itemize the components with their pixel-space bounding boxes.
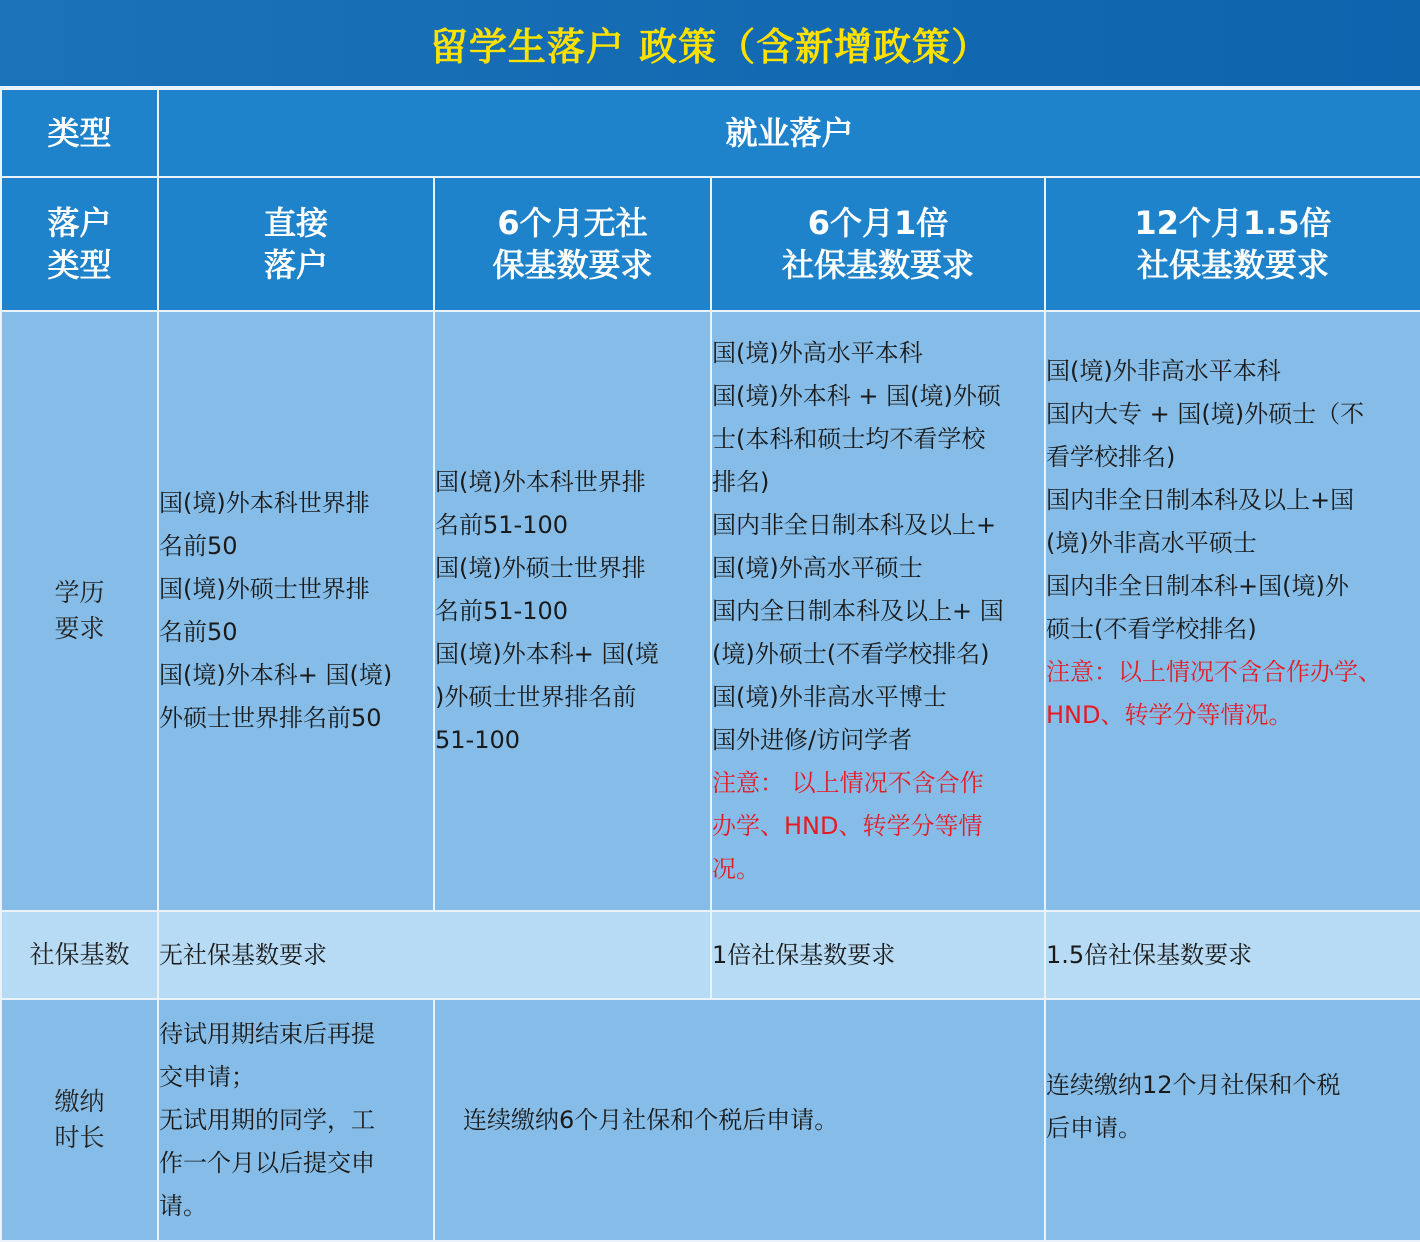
- column-header-line: 社保基数要求: [1137, 246, 1330, 284]
- column-header-line: 直接: [263, 204, 328, 242]
- education-line: 国内非全日制本科及以上+国: [1046, 486, 1355, 514]
- duration-line: 后申请。: [1046, 1114, 1142, 1142]
- education-12m-1-5x: [1045, 311, 1420, 911]
- column-header-line: 6个月无社: [497, 204, 648, 242]
- education-row: [1, 311, 1420, 911]
- education-line: 国(境)外硕士世界排: [435, 553, 646, 582]
- duration-line: 待试用期结束后再提: [159, 1019, 375, 1048]
- education-line: 排名): [712, 467, 770, 496]
- duration-row: [1, 999, 1420, 1241]
- type-label: 类型: [1, 89, 158, 177]
- education-6m-no-base: [434, 311, 711, 911]
- social-base-1x: 1倍社保基数要求: [711, 911, 1045, 999]
- education-line: 硕士(不看学校排名): [1046, 615, 1257, 643]
- duration-label: [1, 999, 158, 1241]
- education-line: )外硕士世界排名前: [435, 682, 637, 711]
- education-line: 国外进修/访问学者: [712, 725, 913, 754]
- page-title: 留学生落户 政策（含新增政策）: [0, 0, 1420, 88]
- column-header-line: 保基数要求: [492, 246, 653, 284]
- social-base-no-requirement: 无社保基数要求: [158, 911, 711, 999]
- column-header-line: 社保基数要求: [781, 246, 974, 284]
- education-line: 国(境)外本科+ 国(境): [159, 661, 393, 689]
- education-line: 名前50: [159, 532, 238, 560]
- policy-table: [0, 88, 1420, 1242]
- education-line: 名前51-100: [435, 510, 569, 539]
- column-header-line: 6个月1倍: [807, 204, 949, 242]
- duration-line: 作一个月以后提交申: [159, 1148, 375, 1177]
- settle-type-label-line: 落户: [47, 204, 112, 242]
- education-line: 国(境)外本科世界排: [159, 489, 370, 517]
- column-header-line: 12个月1.5倍: [1134, 204, 1332, 242]
- settle-type-label-line: 类型: [47, 246, 112, 284]
- education-line: 看学校排名): [1046, 443, 1176, 471]
- education-label-line: 学历: [54, 578, 105, 607]
- duration-line: 连续缴纳12个月社保和个税: [1046, 1071, 1341, 1099]
- duration-line: 交申请；: [159, 1062, 255, 1091]
- education-label-line: 要求: [54, 614, 105, 643]
- education-line: 国(境)外硕士世界排: [159, 575, 370, 603]
- education-line: 名前51-100: [435, 596, 569, 625]
- education-line: 国(境)外高水平硕士: [712, 553, 923, 582]
- education-6m-1x: [711, 311, 1045, 911]
- column-header-6m-no-base: [434, 177, 711, 311]
- column-header-direct: [158, 177, 434, 311]
- education-line: 51-100: [435, 725, 521, 754]
- settle-type-label: [1, 177, 158, 311]
- type-row: [1, 89, 1420, 177]
- education-note-line: HND、转学分等情况。: [1046, 701, 1293, 729]
- education-line: 名前50: [159, 618, 238, 646]
- education-line: 国(境)外非高水平博士: [712, 682, 947, 711]
- settle-type-row: [1, 177, 1420, 311]
- education-direct: [158, 311, 434, 911]
- type-value: 就业落户: [158, 89, 1420, 177]
- education-line: 国(境)外本科+ 国(境: [435, 639, 659, 668]
- education-line: 国(境)外本科 + 国(境)外硕: [712, 381, 1001, 410]
- column-header-line: 落户: [263, 246, 328, 284]
- education-note-line: 注意：以上情况不含合作办学、: [1046, 658, 1382, 686]
- education-line: 国(境)外高水平本科: [712, 338, 923, 367]
- social-base-row: [1, 911, 1420, 999]
- duration-label-line: 时长: [54, 1123, 105, 1152]
- duration-label-line: 缴纳: [54, 1087, 105, 1116]
- duration-6m: 连续缴纳6个月社保和个税后申请。: [434, 999, 1045, 1241]
- education-line: (境)外非高水平硕士: [1046, 529, 1257, 557]
- column-header-6m-1x: [711, 177, 1045, 311]
- column-header-12m-1-5x: [1045, 177, 1420, 311]
- education-line: 国内全日制本科及以上+ 国: [712, 596, 1004, 625]
- education-note-line: 况。: [712, 854, 760, 883]
- duration-direct: [158, 999, 434, 1241]
- duration-line: 请。: [159, 1191, 207, 1220]
- education-line: (境)外硕士(不看学校排名): [712, 639, 990, 668]
- education-line: 士(本科和硕士均不看学校: [712, 424, 986, 453]
- education-line: 国内非全日制本科及以上+: [712, 510, 997, 539]
- duration-12m: [1045, 999, 1420, 1241]
- education-line: 国(境)外本科世界排: [435, 467, 646, 496]
- duration-line: 无试用期的同学，工: [159, 1105, 375, 1134]
- education-line: 外硕士世界排名前50: [159, 704, 382, 732]
- social-base-1-5x: 1.5倍社保基数要求: [1045, 911, 1420, 999]
- education-label: [1, 311, 158, 911]
- social-base-label: 社保基数: [1, 911, 158, 999]
- education-note-line: 办学、HND、转学分等情: [712, 811, 983, 840]
- education-line: 国(境)外非高水平本科: [1046, 357, 1281, 385]
- education-note-line: 注意： 以上情况不含合作: [712, 768, 984, 797]
- education-line: 国内非全日制本科+国(境)外: [1046, 572, 1349, 600]
- education-line: 国内大专 + 国(境)外硕士（不: [1046, 400, 1365, 428]
